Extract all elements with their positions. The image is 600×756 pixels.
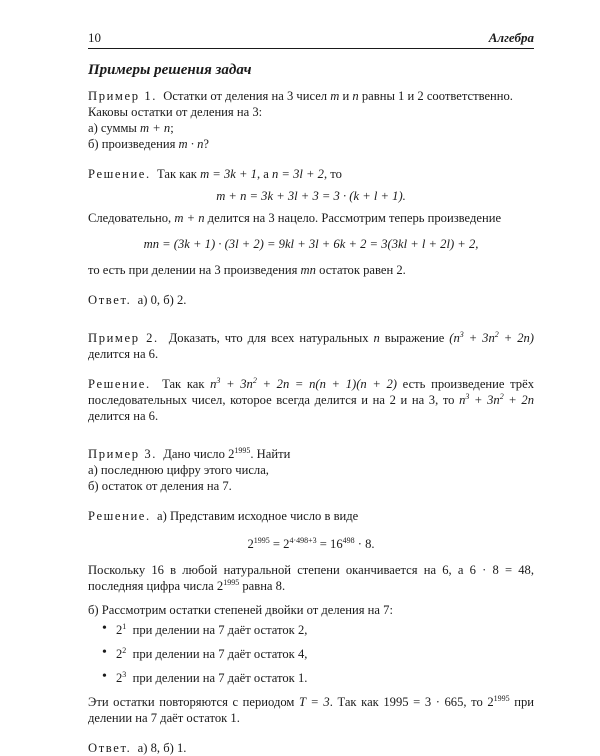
- example-3-part-b-solution: б) Рассмотрим остатки степеней двойки от деления на 7:: [88, 603, 393, 617]
- example-1-answer: Ответ. а) 0, б) 2.: [88, 293, 187, 307]
- formula-sum: m + n = 3k + 3l + 3 = 3 · (k + l + 1).: [216, 189, 406, 203]
- example-3-solution: Решение. а) Представим исходное число в виде: [88, 509, 359, 523]
- list-item: • $2^3$ при делении на 7 даёт остаток 1.: [102, 670, 534, 686]
- example-3-answer: Ответ. а) 8, б) 1.: [88, 741, 187, 755]
- example-1-label: Пример 1.: [88, 89, 157, 103]
- remainder-list: [102, 622, 534, 686]
- list-item: • $2^1$ при делении на 7 даёт остаток 2,: [102, 622, 534, 638]
- formula-power: $2^{1995} = 2^{4\cdot 498+3} = 16^{498} \cdot 8$.: [247, 535, 375, 551]
- answer-label: Ответ.: [88, 293, 132, 307]
- example-1-consequence: Следовательно, m + n делится на 3 нацело. Рассмотрим теперь произведение: [88, 211, 502, 225]
- list-item: • $2^2$ при делении на 7 даёт остаток 4,: [102, 646, 534, 662]
- answer-label: Ответ.: [88, 741, 132, 755]
- section-title: Примеры решения задач: [88, 62, 252, 78]
- solution-label: Решение.: [88, 509, 151, 523]
- page-content: [88, 62, 534, 756]
- solution-label: Решение.: [88, 167, 151, 181]
- solution-label: Решение.: [88, 377, 151, 391]
- example-2-statement: Пример 2. Доказать, что для всех натуральных n выражение $(n^3 + 3n^2 + 2n)$ делится на 6.: [88, 329, 534, 361]
- page-header: [88, 30, 534, 49]
- example-3-label: Пример 3.: [88, 447, 157, 461]
- example-3-statement: Пример 3. Дано число $2^{1995}$. Найти: [88, 445, 291, 461]
- running-title: Алгебра: [488, 30, 534, 45]
- example-1-question: Каковы остатки от деления на 3:: [88, 105, 263, 119]
- example-1-part-a: а) суммы m + n;: [88, 121, 174, 135]
- example-3-part-b: б) остаток от деления на 7.: [88, 479, 232, 493]
- example-3-part-a: а) последнюю цифру этого числа,: [88, 463, 269, 477]
- example-1-statement: Пример 1. Остатки от деления на 3 чисел m и n равны 1 и 2 соответственно.: [88, 89, 513, 103]
- example-2-solution: Решение. Так как $n^3 + 3n^2 + 2n = n(n + 1)(n + 2)$ есть произведение трёх последовательных чисел, которое всегда делится и на 2 и на 3, то $n^3 + 3n^2 + 2n$ делится на 6.: [88, 375, 534, 423]
- example-1-solution: Решение. Так как m = 3k + 1, а n = 3l + 2, то: [88, 167, 342, 181]
- expression: $(n^3 + 3n^2 + 2n)$: [449, 329, 534, 345]
- example-1-part-b: б) произведения m · n?: [88, 137, 209, 151]
- formula-product: mn = (3k + 1) · (3l + 2) = 9kl + 3l + 6k + 2 = 3(3kl + l + 2l) + 2,: [143, 237, 479, 251]
- example-1-conclusion: то есть при делении на 3 произведения mn остаток равен 2.: [88, 263, 406, 277]
- example-2-label: Пример 2.: [88, 331, 159, 345]
- example-3-last-digit: Поскольку 16 в любой натуральной степени оканчивается на 6, а 6 · 8 = 48, последняя цифра числа $2^{1995}$ равна 8.: [88, 563, 534, 593]
- page-number: 10: [88, 30, 101, 45]
- example-3-period: Эти остатки повторяются с периодом T = 3. Так как 1995 = 3 · 665, то $2^{1995}$ при делении на 7 даёт остаток 1.: [88, 693, 535, 725]
